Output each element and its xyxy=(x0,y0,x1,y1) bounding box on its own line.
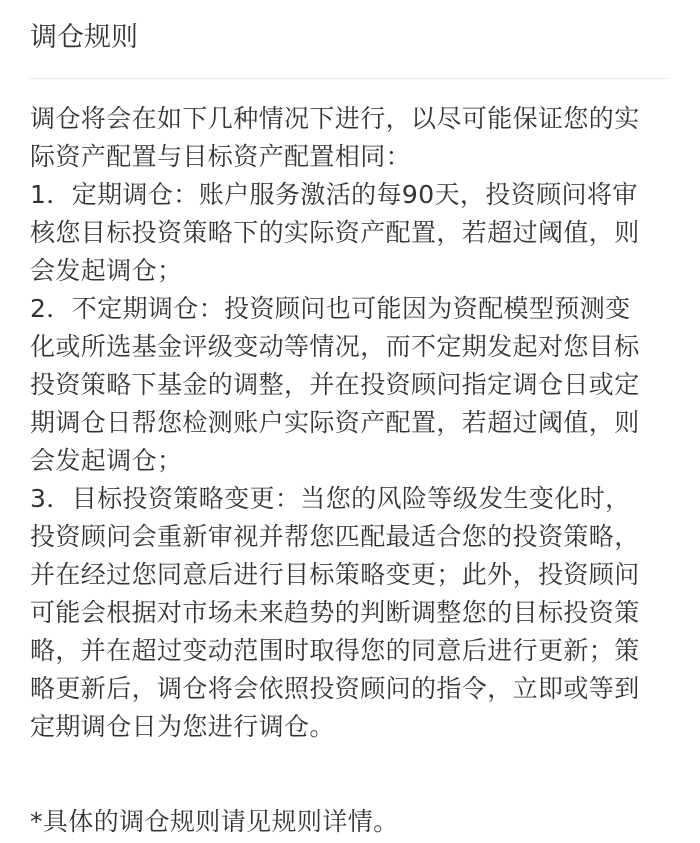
footnote: *具体的调仓规则请见规则详情。 xyxy=(30,807,399,836)
rules-text-line: 期调仓日帮您检测账户实际资产配置，若超过阈值，则 xyxy=(30,408,640,437)
rules-text-line: 1．定期调仓：账户服务激活的每90天，投资顾问将审 xyxy=(30,180,638,209)
rules-body xyxy=(30,100,690,746)
rules-text-line: 定期调仓日为您进行调仓。 xyxy=(30,712,335,741)
rules-text-line: 2．不定期调仓：投资顾问也可能因为资配模型预测变 xyxy=(30,294,631,323)
rules-text-line: 可能会根据对市场未来趋势的判断调整您的目标投资策 xyxy=(30,598,640,627)
rules-text-line: 投资顾问会重新审视并帮您匹配最适合您的投资策略， xyxy=(30,522,640,551)
rules-text-line: 投资策略下基金的调整，并在投资顾问指定调仓日或定 xyxy=(30,370,640,399)
rules-text-line: 核您目标投资策略下的实际资产配置，若超过阈值，则 xyxy=(30,218,640,247)
divider xyxy=(28,78,670,79)
rules-text-line: 略更新后，调仓将会依照投资顾问的指令，立即或等到 xyxy=(30,674,640,703)
page-title: 调仓规则 xyxy=(30,22,138,53)
rules-text-line: 会发起调仓； xyxy=(30,446,183,475)
rules-text-line: 3．目标投资策略变更：当您的风险等级发生变化时， xyxy=(30,484,631,513)
rules-text-line: 并在经过您同意后进行目标策略变更；此外，投资顾问 xyxy=(30,560,640,589)
rules-text-line: 会发起调仓； xyxy=(30,256,183,285)
rules-text-line: 化或所选基金评级变动等情况，而不定期发起对您目标 xyxy=(30,332,640,361)
rules-text-line: 调仓将会在如下几种情况下进行，以尽可能保证您的实 xyxy=(30,104,640,133)
rules-text-line: 略，并在超过变动范围时取得您的同意后进行更新；策 xyxy=(30,636,640,665)
rules-text-line: 际资产配置与目标资产配置相同： xyxy=(30,142,412,171)
